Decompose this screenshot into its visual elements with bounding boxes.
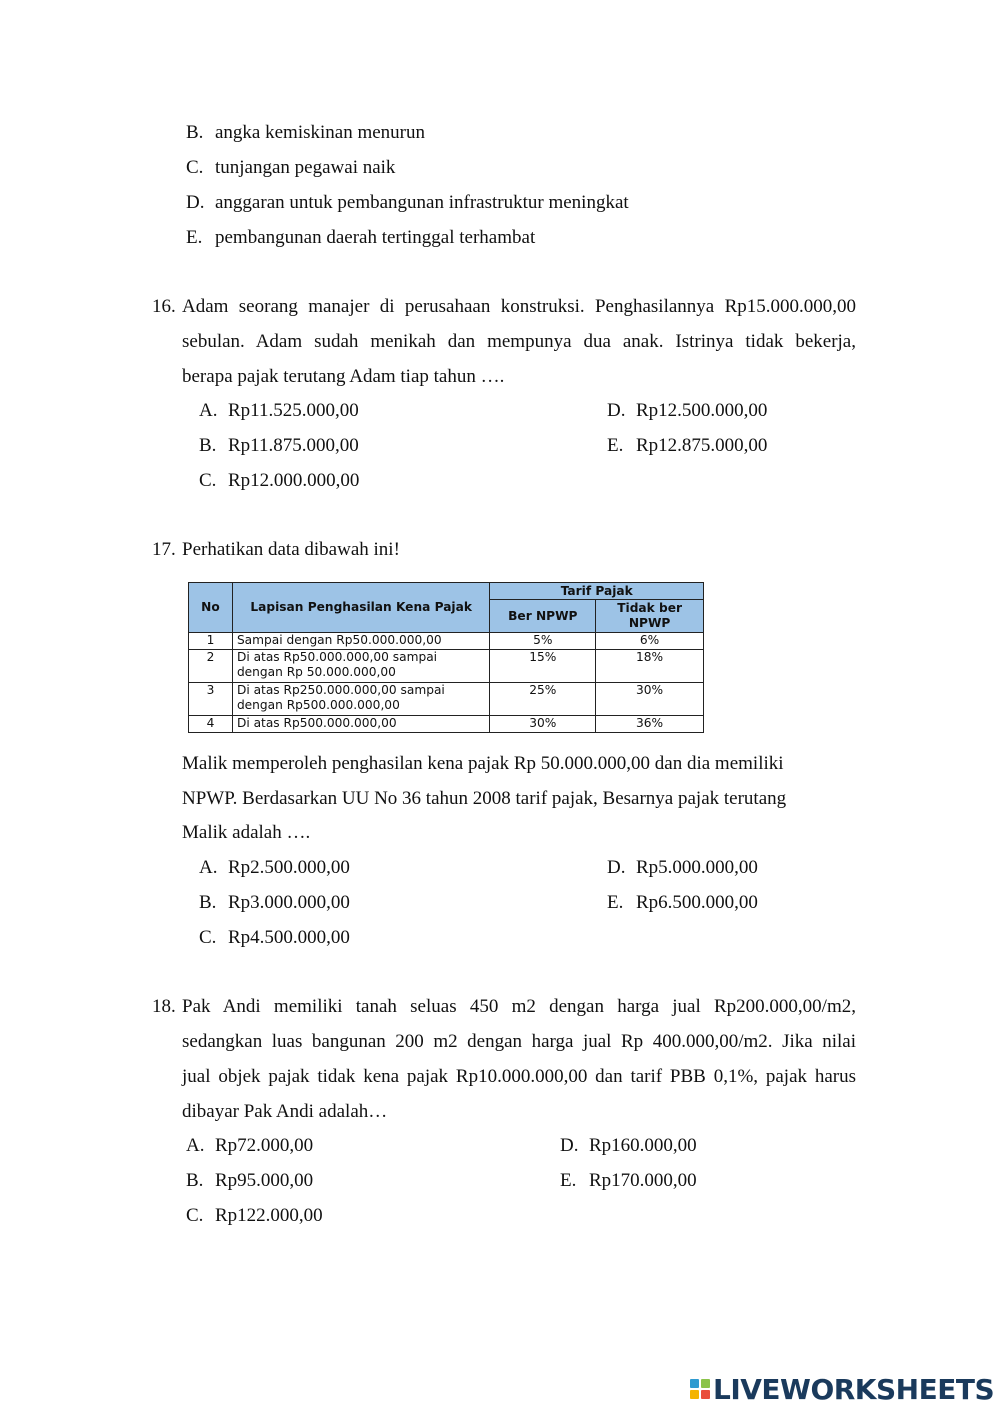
q15-option-d[interactable]: D. anggaran untuk pembangunan infrastruktur meningkat — [186, 192, 629, 213]
question-text-line: jual objek pajak tidak kena pajak Rp10.000.000,00 dan tarif PBB 0,1%, pajak harus — [182, 1066, 856, 1087]
q16-option-e[interactable]: E. Rp12.875.000,00 — [607, 435, 768, 456]
table-header-npwp: Ber NPWP — [490, 600, 596, 633]
cell-no-npwp: 30% — [596, 683, 704, 716]
q17-option-d[interactable]: D. Rp5.000.000,00 — [607, 857, 758, 878]
question-number: 17. — [152, 539, 176, 560]
cell-npwp: 5% — [490, 633, 596, 650]
q17-option-c[interactable]: C. Rp4.500.000,00 — [199, 927, 350, 948]
q18-option-e[interactable]: E. Rp170.000,00 — [560, 1170, 697, 1191]
liveworksheets-logo — [690, 1370, 994, 1408]
logo-square — [701, 1390, 710, 1399]
logo-square — [690, 1379, 699, 1388]
question-text-line: Pak Andi memiliki tanah seluas 450 m2 dengan harga jual Rp200.000,00/m2, — [182, 996, 856, 1017]
cell-no: 1 — [189, 633, 233, 650]
tax-rate-table — [188, 582, 704, 733]
q17-option-b[interactable]: B. Rp3.000.000,00 — [199, 892, 350, 913]
table-header-layer: Lapisan Penghasilan Kena Pajak — [232, 583, 489, 633]
table-row — [189, 633, 704, 650]
table-header-rate: Tarif Pajak — [490, 583, 704, 600]
question-number: 16. — [152, 296, 176, 317]
cell-no: 3 — [189, 683, 233, 716]
q18-option-d[interactable]: D. Rp160.000,00 — [560, 1135, 697, 1156]
q17-option-e[interactable]: E. Rp6.500.000,00 — [607, 892, 758, 913]
q16-option-a[interactable]: A. Rp11.525.000,00 — [199, 400, 359, 421]
question-text-line: berapa pajak terutang Adam tiap tahun …. — [182, 366, 505, 387]
question-number: 18. — [152, 996, 176, 1017]
cell-no-npwp: 18% — [596, 650, 704, 683]
question-text-line: sedangkan luas bangunan 200 m2 dengan harga jual Rp 400.000,00/m2. Jika nilai — [182, 1031, 856, 1052]
cell-npwp: 15% — [490, 650, 596, 683]
cell-no: 4 — [189, 716, 233, 733]
cell-no: 2 — [189, 650, 233, 683]
q16-option-b[interactable]: B. Rp11.875.000,00 — [199, 435, 359, 456]
logo-text: LIVEWORKSHEETS — [713, 1372, 995, 1406]
q16-option-c[interactable]: C. Rp12.000.000,00 — [199, 470, 360, 491]
q18-option-c[interactable]: C. Rp122.000,00 — [186, 1205, 323, 1226]
question-text-line: sebulan. Adam sudah menikah dan mempunya dua anak. Istrinya tidak bekerja, — [182, 331, 856, 352]
q15-option-c[interactable]: C. tunjangan pegawai naik — [186, 157, 396, 178]
logo-mark-icon — [690, 1379, 710, 1399]
cell-npwp: 25% — [490, 683, 596, 716]
cell-layer: Di atas Rp250.000.000,00 sampai dengan Rp500.000.000,00 — [232, 683, 489, 716]
question-text-line: NPWP. Berdasarkan UU No 36 tahun 2008 tarif pajak, Besarnya pajak terutang — [182, 788, 787, 809]
table-row — [189, 716, 704, 733]
table-row — [189, 683, 704, 716]
table-header-no-npwp: Tidak ber NPWP — [596, 600, 704, 633]
question-intro: Perhatikan data dibawah ini! — [182, 539, 400, 560]
cell-no-npwp: 36% — [596, 716, 704, 733]
question-text-line: dibayar Pak Andi adalah… — [182, 1101, 388, 1122]
q15-option-b[interactable]: B. angka kemiskinan menurun — [186, 122, 426, 143]
logo-square — [701, 1379, 710, 1388]
logo-square — [690, 1390, 699, 1399]
question-text-line: Malik memperoleh penghasilan kena pajak Rp 50.000.000,00 dan dia memiliki — [182, 753, 784, 774]
q18-option-a[interactable]: A. Rp72.000,00 — [186, 1135, 314, 1156]
question-text-line: Adam seorang manajer di perusahaan konstruksi. Penghasilannya Rp15.000.000,00 — [182, 296, 856, 317]
cell-layer: Di atas Rp50.000.000,00 sampai dengan Rp 50.000.000,00 — [232, 650, 489, 683]
table-header-no: No — [189, 583, 233, 633]
cell-npwp: 30% — [490, 716, 596, 733]
q17-option-a[interactable]: A. Rp2.500.000,00 — [199, 857, 350, 878]
table-row — [189, 650, 704, 683]
cell-layer: Di atas Rp500.000.000,00 — [232, 716, 489, 733]
q16-option-d[interactable]: D. Rp12.500.000,00 — [607, 400, 768, 421]
cell-no-npwp: 6% — [596, 633, 704, 650]
q15-option-e[interactable]: E. pembangunan daerah tertinggal terhambat — [186, 227, 536, 248]
question-text-line: Malik adalah …. — [182, 822, 311, 843]
cell-layer: Sampai dengan Rp50.000.000,00 — [232, 633, 489, 650]
q18-option-b[interactable]: B. Rp95.000,00 — [186, 1170, 314, 1191]
